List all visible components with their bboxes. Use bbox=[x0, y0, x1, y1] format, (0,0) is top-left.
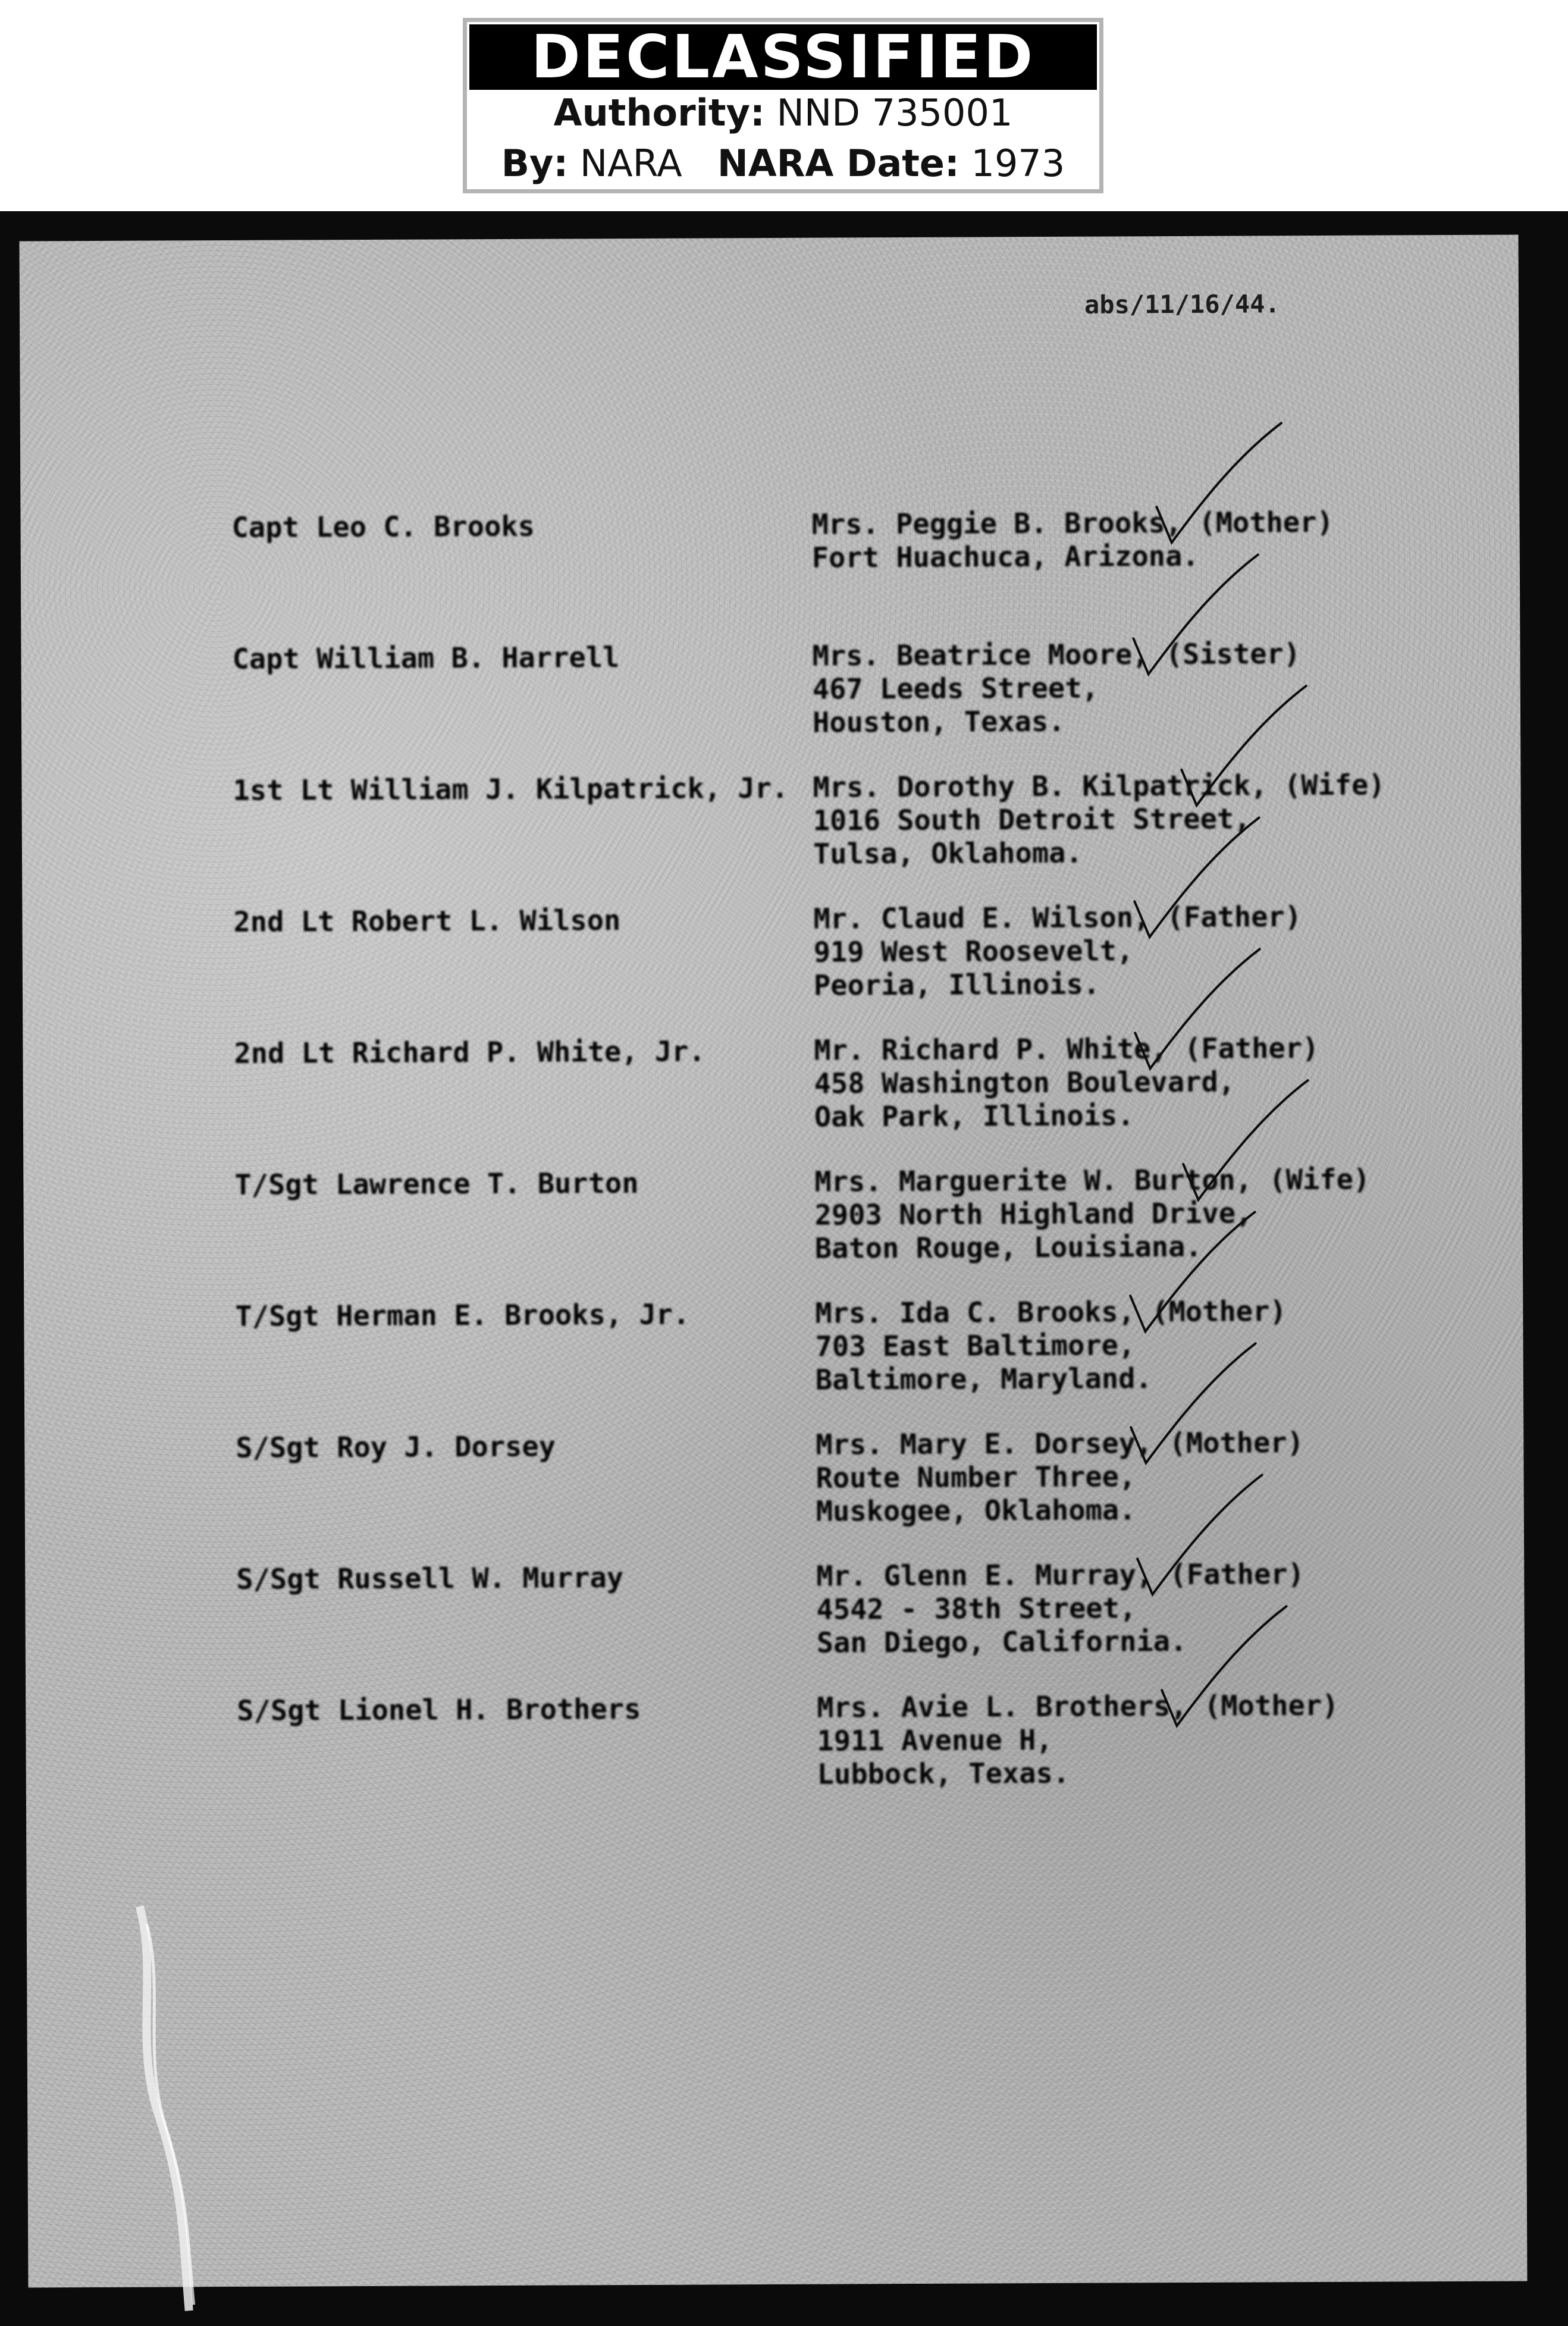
next-of-kin-line: Oak Park, Illinois. bbox=[814, 1099, 1134, 1134]
next-of-kin-line: Mr. Richard P. White, (Father) bbox=[814, 1032, 1319, 1067]
next-of-kin-line: Route Number Three, bbox=[816, 1460, 1136, 1495]
next-of-kin-line: Mrs. Peggie B. Brooks, (Mother) bbox=[811, 506, 1334, 541]
serviceman-name: S/Sgt Lionel H. Brothers bbox=[237, 1692, 641, 1728]
stamp-title: DECLASSIFIED bbox=[469, 24, 1097, 90]
next-of-kin-line: 919 West Roosevelt, bbox=[813, 935, 1134, 969]
list-entry bbox=[24, 1294, 1523, 1420]
next-of-kin-line: Peoria, Illinois. bbox=[813, 968, 1100, 1002]
next-of-kin-line: Mrs. Mary E. Dorsey, (Mother) bbox=[816, 1427, 1304, 1462]
next-of-kin-line: 458 Washington Boulevard, bbox=[814, 1065, 1235, 1101]
serviceman-name: Capt William B. Harrell bbox=[232, 641, 620, 676]
next-of-kin-line: Mrs. Beatrice Moore, (Sister) bbox=[812, 638, 1301, 673]
next-of-kin-line: Mrs. Ida C. Brooks, (Mother) bbox=[815, 1295, 1287, 1330]
stamp-authority-line bbox=[467, 92, 1099, 134]
next-of-kin-line: Fort Huachuca, Arizona. bbox=[811, 540, 1199, 575]
next-of-kin-line: Tulsa, Oklahoma. bbox=[813, 836, 1083, 871]
stamp-by-line bbox=[467, 143, 1099, 184]
next-of-kin-line: 1016 South Detroit Street, bbox=[813, 802, 1251, 838]
serviceman-name: S/Sgt Roy J. Dorsey bbox=[236, 1430, 556, 1465]
stamp-by-value: NARA bbox=[579, 142, 682, 185]
stamp-authority-label: Authority: bbox=[553, 91, 765, 134]
stamp-date-value: 1973 bbox=[971, 142, 1065, 185]
list-entry bbox=[20, 506, 1520, 631]
stamp-by-label: By: bbox=[501, 142, 569, 185]
next-of-kin-line: Mr. Claud E. Wilson, (Father) bbox=[813, 901, 1302, 936]
next-of-kin-line: Baltimore, Maryland. bbox=[815, 1362, 1152, 1397]
list-entry bbox=[24, 1425, 1524, 1551]
next-of-kin-line: Lubbock, Texas. bbox=[817, 1757, 1070, 1791]
scanned-page bbox=[0, 211, 1568, 2326]
stamp-date-label: NARA Date: bbox=[717, 142, 959, 185]
next-of-kin-line: Houston, Texas. bbox=[812, 705, 1065, 739]
serviceman-name: 2nd Lt Robert L. Wilson bbox=[233, 904, 621, 939]
serviceman-name: Capt Leo C. Brooks bbox=[231, 510, 535, 544]
stamp-authority-value: NND 735001 bbox=[776, 91, 1013, 134]
list-entry bbox=[22, 900, 1522, 1026]
next-of-kin-line: 4542 - 38th Street, bbox=[816, 1592, 1137, 1626]
serviceman-name: S/Sgt Russell W. Murray bbox=[236, 1562, 624, 1596]
next-of-kin-line: Mrs. Dorothy B. Kilpatrick, (Wife) bbox=[813, 769, 1385, 804]
next-of-kin-line: Mrs. Avie L. Brothers, (Mother) bbox=[817, 1689, 1339, 1725]
list-entry bbox=[23, 1163, 1523, 1289]
next-of-kin-line: 1911 Avenue H, bbox=[817, 1723, 1053, 1758]
serviceman-name: 1st Lt William J. Kilpatrick, Jr. bbox=[233, 772, 789, 807]
next-of-kin-line: Mr. Glenn E. Murray, (Father) bbox=[816, 1558, 1305, 1593]
paper-scratch bbox=[116, 1900, 213, 2317]
paper-sheet bbox=[20, 235, 1528, 2288]
serviceman-name: T/Sgt Herman E. Brooks, Jr. bbox=[235, 1298, 690, 1333]
declassification-stamp bbox=[463, 18, 1103, 193]
next-of-kin-line: San Diego, California. bbox=[816, 1625, 1187, 1660]
next-of-kin-line: 467 Leeds Street, bbox=[812, 672, 1099, 706]
handwritten-check-icon bbox=[1149, 1600, 1304, 1756]
serviceman-name: T/Sgt Lawrence T. Burton bbox=[234, 1167, 639, 1202]
list-entry bbox=[21, 769, 1521, 894]
next-of-kin-line: Muskogee, Oklahoma. bbox=[816, 1494, 1136, 1528]
next-of-kin-line: Mrs. Marguerite W. Burton, (Wife) bbox=[814, 1163, 1371, 1199]
next-of-kin-line: Baton Rouge, Louisiana. bbox=[814, 1230, 1202, 1265]
list-entry bbox=[26, 1688, 1525, 1814]
next-of-kin-line: 2903 North Highland Drive, bbox=[814, 1197, 1253, 1232]
next-of-kin-line: 703 East Baltimore, bbox=[815, 1329, 1136, 1363]
document-reference: abs/11/16/44. bbox=[1084, 289, 1280, 319]
serviceman-name: 2nd Lt Richard P. White, Jr. bbox=[234, 1035, 705, 1070]
